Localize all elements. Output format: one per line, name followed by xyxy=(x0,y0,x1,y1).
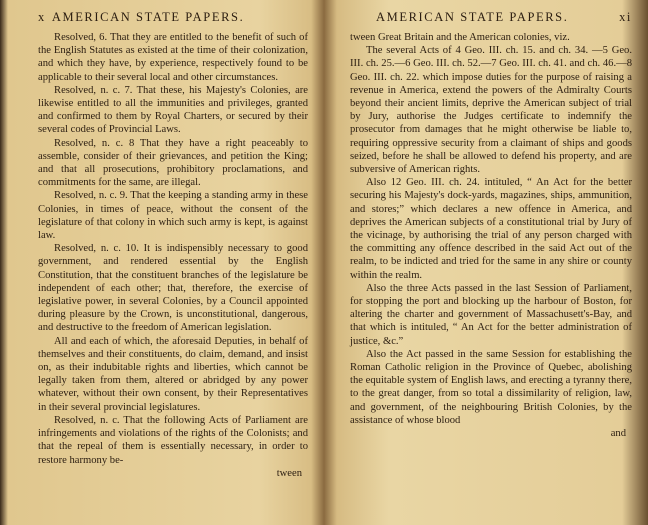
right-paragraph: Also 12 Geo. III. ch. 24. intituled, “ An Act for the better securing his Majesty's dock-yards, magazines, ships, ammunition, and stores;” which declares a new offence in America, and deprives the American subjects of a constitutional trial by Jury of the vicinage, by authorising the trial of any person charged with the committing any offence described in the said Act out of the realm, to be indicted and tried for the same in any shire or county within the realm. xyxy=(350,177,632,281)
left-paragraph: Resolved, n. c. That the following Acts of Parliament are infringements and violations of the rights of the Colonists; and that the repeal of them is essentially necessary, in order to restore harmony be- xyxy=(38,414,308,466)
right-paragraph: Also the three Acts passed in the last Session of Parliament, for stopping the port and blocking up the harbour of Boston, for altering the charter and government of Massachusett's-Bay, and that which is intituled, “ An Act for the better administration of justice, &c.” xyxy=(350,282,632,347)
right-page xyxy=(330,0,642,525)
left-page-number: x xyxy=(38,10,46,24)
right-page-header xyxy=(350,10,632,25)
right-catchword: and xyxy=(610,428,626,440)
right-running-head: AMERICAN STATE PAPERS. xyxy=(376,10,569,24)
right-paragraph: Also the Act passed in the same Session for establishing the Roman Catholic religion in the Province of Quebec, abolishing the equitable system of English laws, and erecting a tyranny there, to the great danger, from so total a dissimilarity of religion, law, and government, of the neighbouring British Colonies, by the assistance of whose blood xyxy=(350,348,632,426)
right-paragraph: tween Great Britain and the American colonies, viz. xyxy=(350,32,570,43)
left-page-header xyxy=(38,10,308,25)
left-running-head: AMERICAN STATE PAPERS. xyxy=(51,10,245,24)
left-page xyxy=(10,0,318,525)
left-paragraph: Resolved, n. c. 9. That the keeping a standing army in these Colonies, in times of peace, without the consent of the legislature of that colony in which such army is kept, is against law. xyxy=(38,190,308,242)
left-paragraph: Resolved, 6. That they are entitled to the benefit of such of the English Statutes as existed at the time of their colonization, and which they have, by experience, respectively found to be applicable to their several local and other circumstances. xyxy=(38,32,308,83)
left-paragraph: All and each of which, the aforesaid Deputies, in behalf of themselves and their constituents, do claim, demand, and insist on, as their indubitable rights and liberties, which cannot be legally taken from them, altered or abridged by any power whatever, without their own consent, by their Representatives in their several provincial legislatures. xyxy=(38,335,308,413)
left-paragraph: Resolved, n. c. 7. That these, his Majesty's Colonies, are likewise entitled to all the immunities and privileges, granted and confirmed to them by Royal Charters, or secured by their several codes of Provincial Laws. xyxy=(38,84,308,136)
right-page-number: xi xyxy=(619,10,632,24)
right-paragraph: The several Acts of 4 Geo. III. ch. 15. and ch. 34. —5 Geo. III. ch. 25.—6 Geo. III. ch. 52.—7 Geo. III. ch. 41. and ch. 46.—8 Geo. III. ch. 22. which impose duties for the purpose of raising a revenue in America, extend the powers of the Admiralty Courts beyond their ancient limits, deprive the American subject of trial by Jury, authorise the Judges certificate to indemnify the prosecutor from damages that he might otherwise be liable to, requiring oppressive security from a claimant of ships and goods seized, before he shall be allowed to defend his property, and are subversive of American rights. xyxy=(350,45,632,176)
left-paragraph: Resolved, n. c. 10. It is indispensibly necessary to good government, and rendered essential by the English Constitution, that the constituent branches of the legislature be independent of each other; that, therefore, the exercise of legislative power, in several Colonies, by a Council appointed during pleasure by the Crown, is unconstitutional, dangerous, and destructive to the freedom of American legislation. xyxy=(38,243,308,334)
left-paragraph: Resolved, n. c. 8 That they have a right peaceably to assemble, consider of their grievances, and petition the King; and that all prosecutions, prohibitory proclamations, and commitments for the same, are illegal. xyxy=(38,137,308,189)
left-catchword: tween xyxy=(276,467,302,479)
